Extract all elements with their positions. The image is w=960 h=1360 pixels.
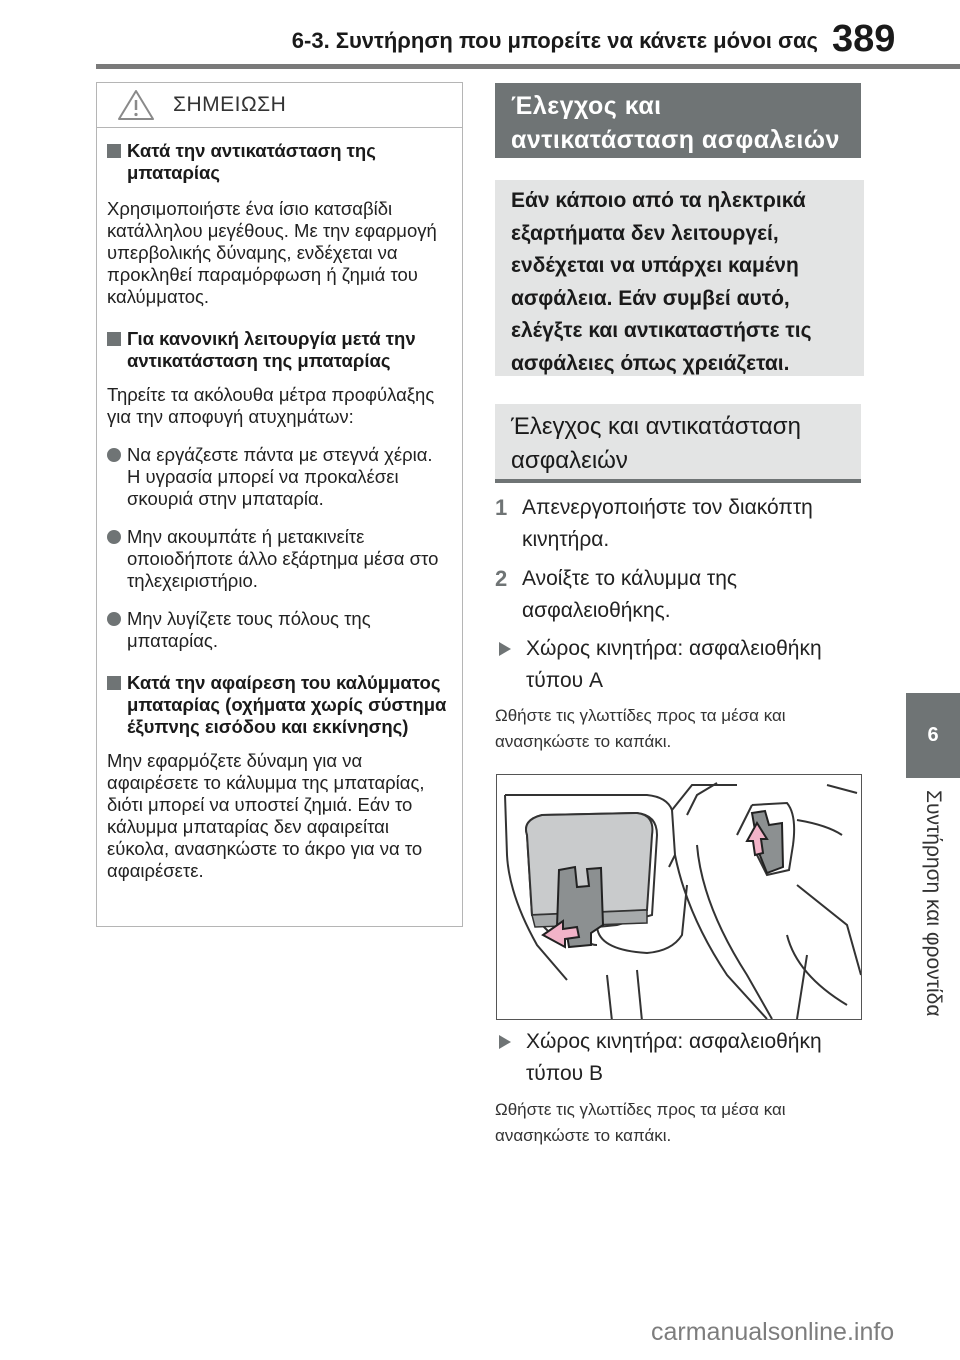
step-1 (495, 492, 875, 556)
watermark: carmanualsonline.info (651, 1318, 895, 1346)
note-paragraph: Χρησιμοποιήστε ένα ίσιο κατσαβίδι κατάλληλου μεγέθους. Με την εφαρμογή υπερβολικής δύναμης, ενδέχεται να προκληθεί παραμόρφωση ή ζημιά του καλύμματος. (107, 198, 437, 307)
warning-icon (117, 89, 155, 121)
step-text: Απενεργοποιήστε τον διακόπτη κινητήρα. (522, 496, 813, 551)
note-paragraph: Τηρείτε τα ακόλουθα μέτρα προφύλαξης για την αποφυγή ατυχημάτων: (107, 384, 435, 427)
page-number: 389 (832, 18, 896, 60)
square-bullet-icon (107, 144, 121, 158)
sub-heading: Έλεγχος και αντικατάσταση ασφαλειών (495, 404, 861, 483)
note-bullet: Να εργάζεστε πάντα με στεγνά χέρια. Η υγρασία μπορεί να προκαλέσει σκουριά στην μπαταρία. (107, 444, 448, 510)
fuse-box-drawing (497, 775, 862, 1020)
dot-bullet-icon (107, 612, 121, 626)
section-title: 6-3. Συντήρηση που μπορείτε να κάνετε μόνοι σας (291, 28, 818, 53)
triangle-bullet-icon (499, 642, 511, 656)
triangle-bullet-icon (499, 1035, 511, 1049)
square-bullet-icon (107, 332, 121, 346)
note-bullet: Μην ακουμπάτε ή μετακινείτε οποιοδήποτε άλλο εξάρτημα μέσα στο τηλεχειριστήριο. (107, 526, 448, 592)
note-header (97, 83, 462, 128)
note-paragraph: Μην εφαρμόζετε δύναμη για να αφαιρέσετε το κάλυμμα της μπαταρίας, διότι μπορεί να υποστεί ζημιά. Εάν το κάλυμμα μπαταρίας δεν αφαιρείται εύκολα, ανασηκώστε το άκρο για να το αφαιρέσετε. (107, 750, 425, 881)
summary-box: Εάν κάποιο από τα ηλεκτρικά εξαρτήματα δεν λειτουργεί, ενδέχεται να υπάρχει καμένη ασφάλεια. Εάν συμβεί αυτό, ελέγξτε και αντικαταστήστε τις ασφάλειες όπως χρειάζεται. (495, 180, 864, 376)
note-section-heading: Για κανονική λειτουργία μετά την αντικατάσταση της μπαταρίας (107, 328, 448, 372)
fuse-box-illustration (496, 774, 862, 1020)
step-text: Ανοίξτε το κάλυμμα της ασφαλειοθήκης. (522, 567, 738, 622)
step-2 (495, 563, 875, 627)
step-number: 1 (495, 495, 508, 520)
chapter-number: 6 (927, 724, 939, 746)
item-b-text: Ωθήστε τις γλωττίδες προς τα μέσα και ανασηκώστε το καπάκι. (495, 1100, 786, 1145)
dot-bullet-icon (107, 448, 121, 462)
note-title: ΣΗΜΕΙΩΣΗ (173, 93, 287, 116)
main-heading: Έλεγχος και αντικατάσταση ασφαλειών (495, 83, 861, 158)
chapter-tab[interactable] (906, 693, 960, 778)
item-a-label: Χώρος κινητήρα: ασφαλειοθήκη τύπου A (495, 633, 875, 697)
step-number: 2 (495, 566, 508, 591)
header-rule (96, 64, 960, 69)
square-bullet-icon (107, 676, 121, 690)
item-b-label: Χώρος κινητήρα: ασφαλειοθήκη τύπου B (495, 1026, 875, 1090)
note-bullet: Μην λυγίζετε τους πόλους της μπαταρίας. (107, 608, 448, 652)
item-a-text: Ωθήστε τις γλωττίδες προς τα μέσα και ανασηκώστε το καπάκι. (495, 706, 786, 751)
note-box (96, 82, 463, 927)
note-section-heading: Κατά την αντικατάσταση της μπαταρίας (107, 140, 448, 184)
note-section-heading: Κατά την αφαίρεση του καλύμματος μπαταρίας (οχήματα χωρίς σύστημα έξυπνης εισόδου και εκκίνησης) (107, 672, 448, 738)
dot-bullet-icon (107, 530, 121, 544)
